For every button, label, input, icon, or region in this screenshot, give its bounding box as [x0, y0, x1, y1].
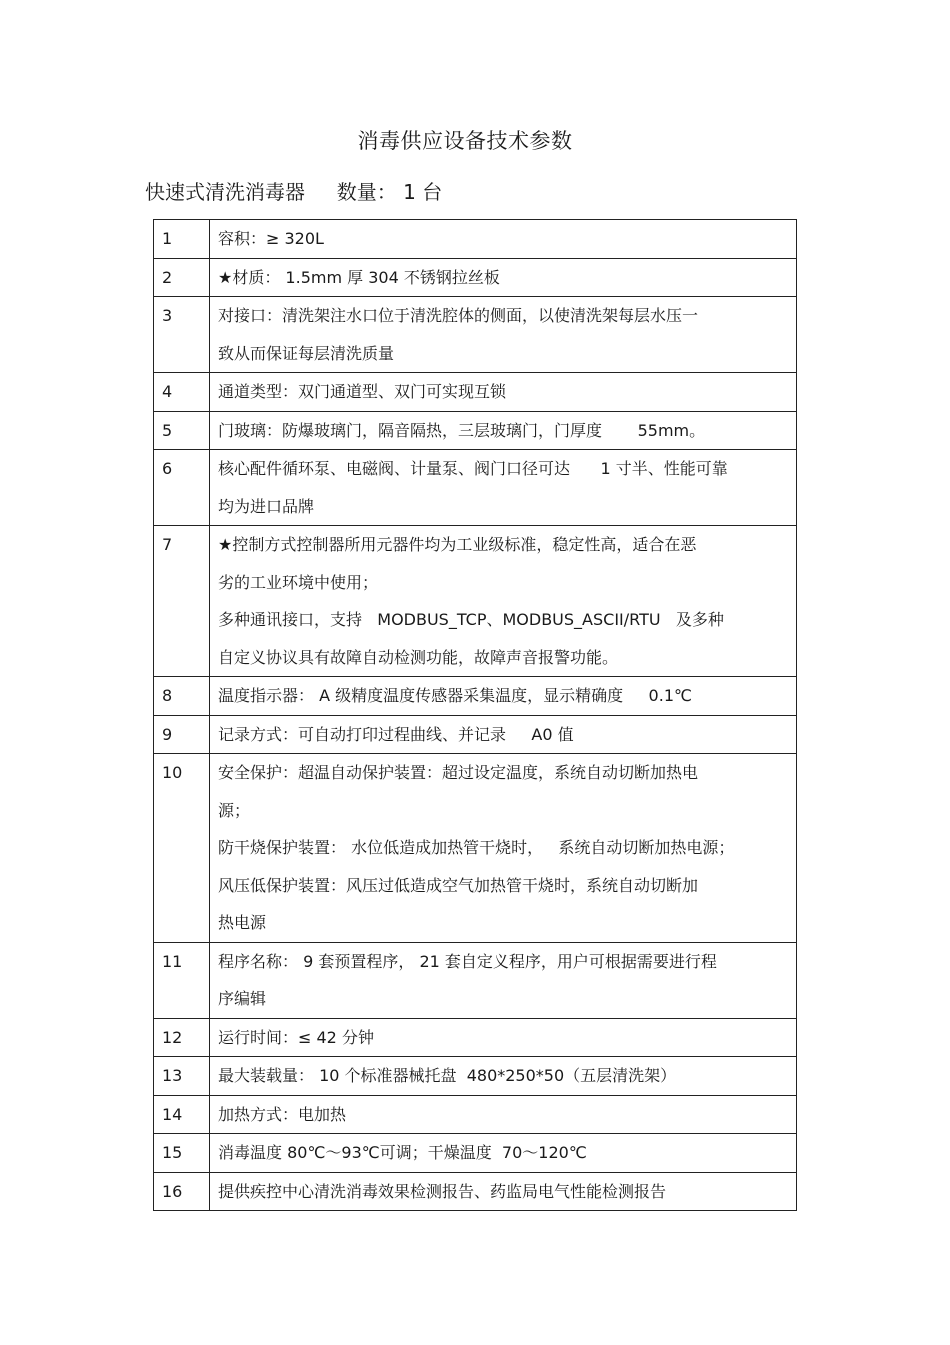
table-row [154, 373, 797, 412]
row-description [210, 411, 797, 450]
description-line: 劣的工业环境中使用； [218, 572, 379, 592]
description-line: 加热方式：电加热 [218, 1104, 347, 1124]
row-description [210, 715, 797, 754]
row-description [210, 450, 797, 526]
row-number: 15 [154, 1134, 210, 1173]
table-row [154, 220, 797, 259]
row-description [210, 258, 797, 297]
description-line: 温度指示器： A 级精度温度传感器采集温度，显示精确度 0.1℃ [218, 686, 692, 705]
description-line: ★材质： 1.5mm 厚 304 不锈钢拉丝板 [218, 267, 500, 287]
document-subtitle: 快速式清洗消毒器 数量： 1 台 [145, 180, 443, 204]
row-number: 1 [154, 220, 210, 259]
row-description [210, 1057, 797, 1096]
table-row [154, 1095, 797, 1134]
row-description [210, 373, 797, 412]
spec-table-body [154, 220, 797, 1211]
table-row [154, 1018, 797, 1057]
row-description [210, 1018, 797, 1057]
description-line: 安全保护：超温自动保护装置：超过设定温度，系统自动切断加热电 [218, 763, 699, 782]
description-line: 致从而保证每层清洗质量 [218, 343, 395, 363]
row-description [210, 754, 797, 943]
row-description [210, 220, 797, 259]
description-line: 多种通讯接口，支持 MODBUS_TCP、MODBUS_ASCII/RTU 及多种 [218, 610, 724, 629]
row-number: 13 [154, 1057, 210, 1096]
row-description [210, 1172, 797, 1211]
description-line: 自定义协议具有故障自动检测功能，故障声音报警功能。 [218, 647, 619, 667]
table-row [154, 1134, 797, 1173]
row-description [210, 1095, 797, 1134]
table-row [154, 1057, 797, 1096]
table-row [154, 715, 797, 754]
row-number: 11 [154, 942, 210, 1018]
row-number: 7 [154, 526, 210, 677]
description-line: 热电源 [218, 913, 267, 932]
table-row [154, 677, 797, 716]
row-number: 2 [154, 258, 210, 297]
row-number: 3 [154, 297, 210, 373]
row-description [210, 677, 797, 716]
row-number: 16 [154, 1172, 210, 1211]
description-line: 防干烧保护装置： 水位低造成加热管干烧时， 系统自动切断加热电源； [218, 838, 735, 857]
description-line: 提供疾控中心清洗消毒效果检测报告、药监局电气性能检测报告 [218, 1181, 667, 1201]
document-title: 消毒供应设备技术参数 [357, 129, 573, 153]
table-row [154, 526, 797, 677]
row-number: 8 [154, 677, 210, 716]
row-number: 4 [154, 373, 210, 412]
table-row [154, 754, 797, 943]
description-line: 对接口：清洗架注水口位于清洗腔体的侧面，以使清洗架每层水压一 [218, 306, 699, 325]
description-line: 容积：≥ 320L [218, 229, 324, 248]
row-description [210, 526, 797, 677]
row-number: 9 [154, 715, 210, 754]
description-line: 最大装载量： 10 个标准器械托盘 480*250*50（五层清洗架） [218, 1066, 677, 1085]
description-line: 记录方式：可自动打印过程曲线、并记录 A0 值 [218, 724, 574, 744]
spec-table [153, 219, 797, 1211]
row-number: 6 [154, 450, 210, 526]
row-number: 14 [154, 1095, 210, 1134]
description-line: 均为进口品牌 [218, 496, 315, 516]
description-line: ★控制方式控制器所用元器件均为工业级标准，稳定性高，适合在恶 [218, 535, 697, 554]
description-line: 风压低保护装置：风压过低造成空气加热管干烧时，系统自动切断加 [218, 875, 699, 895]
description-line: 通道类型：双门通道型、双门可实现互锁 [218, 382, 507, 401]
description-line: 消毒温度 80℃～93℃可调；干燥温度 70～120℃ [218, 1143, 587, 1162]
description-line: 运行时间：≤ 42 分钟 [218, 1027, 374, 1047]
description-line: 门玻璃：防爆玻璃门，隔音隔热，三层玻璃门，门厚度 55mm。 [218, 420, 706, 440]
table-row [154, 1172, 797, 1211]
row-number: 10 [154, 754, 210, 943]
table-row [154, 411, 797, 450]
row-description [210, 297, 797, 373]
table-row [154, 942, 797, 1018]
row-number: 12 [154, 1018, 210, 1057]
row-description [210, 942, 797, 1018]
table-row [154, 297, 797, 373]
description-line: 程序名称： 9 套预置程序， 21 套自定义程序，用户可根据需要进行程 [218, 951, 717, 971]
table-row [154, 258, 797, 297]
description-line: 源； [218, 800, 251, 820]
table-row [154, 450, 797, 526]
row-number: 5 [154, 411, 210, 450]
row-description [210, 1134, 797, 1173]
description-line: 核心配件循环泵、电磁阀、计量泵、阀门口径可达 1 寸半、性能可靠 [218, 459, 728, 478]
description-line: 序编辑 [218, 989, 267, 1008]
